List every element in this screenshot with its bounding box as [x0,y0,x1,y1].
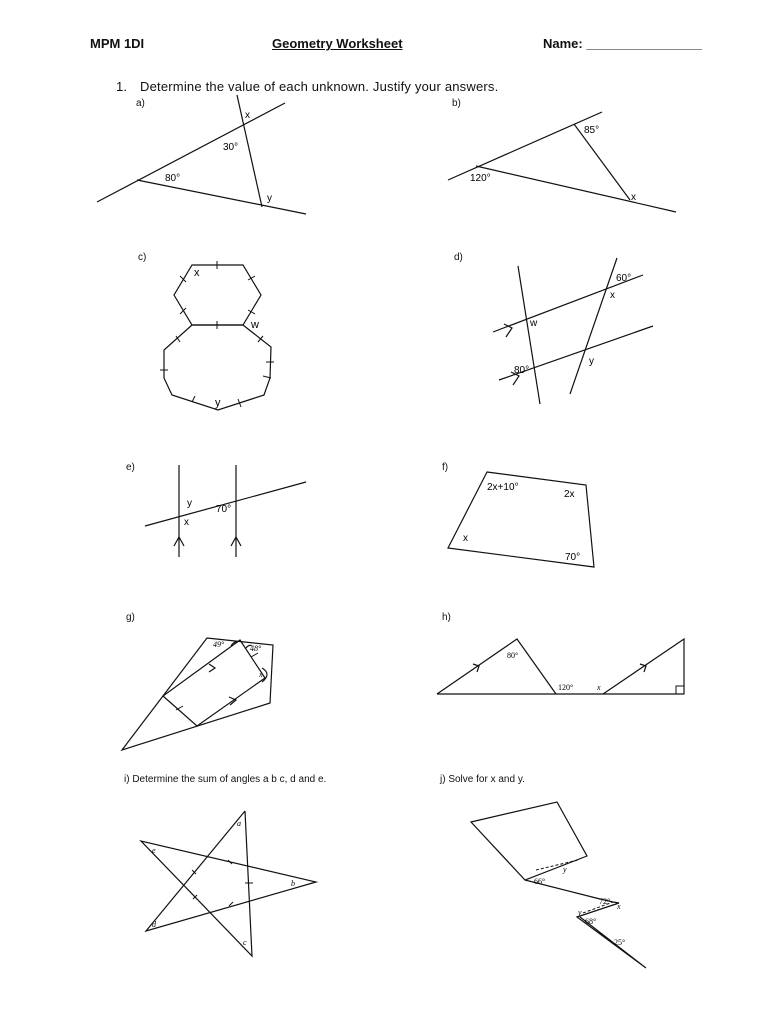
fig-j-y-top: y [563,865,567,874]
part-g-label: g) [126,612,135,623]
fig-a-line-3 [137,180,306,214]
fig-h-right-angle-mark [676,686,684,694]
fig-i-e: e [152,846,156,855]
fig-g-angle-49: 49° [213,640,225,649]
fig-a-y: y [267,193,272,204]
fig-e-x: x [184,517,189,528]
fig-i-a: a [237,819,241,828]
fig-a-x: x [245,110,250,121]
part-f-label: f) [442,462,449,473]
fig-j-y-mid: y [578,908,582,917]
figure-e [145,465,306,557]
worksheet-title: Geometry Worksheet [272,36,403,51]
fig-e-y: y [187,498,192,509]
fig-c-w: w [251,319,259,331]
fig-b-line-2 [574,124,630,200]
fig-d-transversal-1 [518,266,540,404]
course-code: MPM 1DI [90,36,145,51]
figure-a [97,95,306,214]
fig-c-x: x [194,267,200,279]
fig-f-angle-70: 70° [565,552,581,563]
fig-b-angle-120: 120° [470,173,491,184]
fig-e-angle-70: 70° [216,504,232,515]
fig-d-y: y [589,356,594,367]
fig-d-angle-80: 80° [514,365,530,376]
fig-j-angle-68: 68° [585,917,597,926]
fig-d-w: w [530,318,538,329]
fig-h-angle-80: 80° [507,651,519,660]
fig-i-d: d [152,920,156,929]
fig-g-x: x [259,670,263,679]
fig-d-angle-60: 60° [616,273,632,284]
fig-d-transversal-2 [570,258,617,394]
fig-h-triangle [437,639,556,694]
fig-b-line-1 [448,112,602,180]
figure-f [448,472,594,567]
fig-d-arrow-1 [504,324,512,337]
figure-b [448,112,676,212]
fig-j-angle-72: 72° [599,897,611,906]
question-number: 1. [116,79,128,94]
part-h-label: h) [442,612,451,623]
fig-b-angle-85: 85° [584,125,600,136]
fig-g-angle-48: 48° [250,644,262,653]
fig-f-x: x [463,533,468,544]
fig-g-arrow-1 [209,664,215,672]
fig-i-b: b [291,879,295,888]
fig-j-quadrilateral [471,802,587,880]
fig-j-angle-25: 25° [614,938,626,947]
figure-h [437,639,684,694]
figure-d [493,258,653,404]
fig-c-y: y [215,397,221,409]
fig-i-star [141,811,316,956]
fig-d-x: x [610,290,615,301]
fig-h-right-triangle [603,639,684,694]
fig-j-x: x [617,902,621,911]
fig-a-angle-80: 80° [165,173,181,184]
fig-b-line-3 [476,166,676,212]
fig-a-angle-30: 30° [223,142,239,153]
fig-j-angle-66: 66° [534,877,546,886]
fig-c-hexagon [174,265,261,325]
part-b-label: b) [452,98,461,109]
part-d-label: d) [454,252,463,263]
figure-c [160,261,274,410]
question-text: Determine the value of each unknown. Justify your answers. [140,79,499,94]
part-c-label: c) [138,252,147,263]
fig-a-line-1 [97,103,285,202]
part-e-label: e) [126,462,135,473]
fig-f-angle-top-right: 2x [564,489,575,500]
fig-i-c: c [243,938,247,947]
figure-g [122,638,273,750]
name-field: Name: ________________ [543,36,703,51]
part-i-instruction: i) Determine the sum of angles a b c, d and e. [124,774,327,785]
fig-h-angle-120: 120° [558,683,574,692]
part-j-instruction: j) Solve for x and y. [440,774,525,785]
part-a-label: a) [136,98,145,109]
fig-f-angle-top-left: 2x+10° [487,482,519,493]
fig-h-x: x [597,683,601,692]
figure-i [141,811,316,956]
fig-b-x: x [631,192,636,203]
figure-j [471,802,646,968]
